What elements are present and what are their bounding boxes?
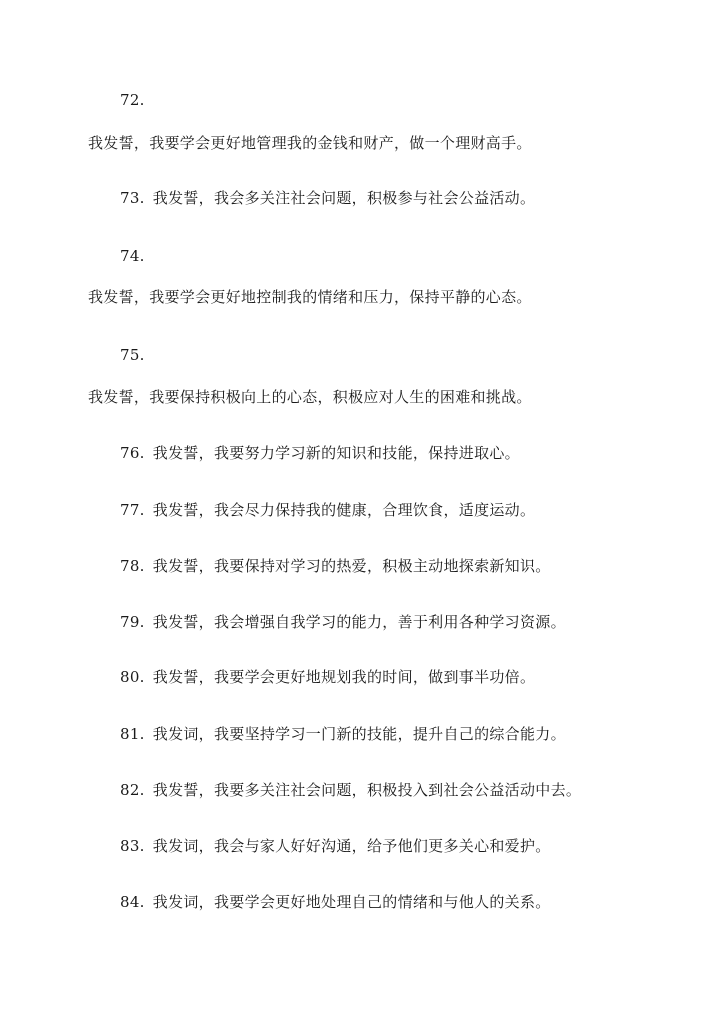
entry-number: 77. [120,501,145,519]
list-item [120,188,535,208]
entry-number: 76. [120,444,145,462]
entry-number: 73. [120,189,145,207]
entry-number: 74. [120,247,145,265]
list-item [120,724,566,744]
entry-number: 75. [120,346,145,364]
entry-text: 我发词，我要坚持学习一门新的技能，提升自己的综合能力。 [152,725,566,743]
entry-number: 81. [120,725,145,743]
entry-number: 82. [120,781,145,799]
entry-number: 72. [120,91,145,109]
list-item [120,612,566,632]
entry-text: 我发誓，我要学会更好地管理我的金钱和财产，做一个理财高手。 [88,134,532,152]
entry-number: 79. [120,613,145,631]
entry-text: 我发誓，我要保持对学习的热爱，积极主动地探索新知识。 [152,557,551,575]
entry-text: 我发誓，我要保持积极向上的心态，积极应对人生的困难和挑战。 [88,388,532,406]
list-item [120,836,551,856]
entry-number: 83. [120,837,145,855]
entry-number: 84. [120,893,145,911]
entry-text: 我发誓，我要学会更好地规划我的时间，做到事半功倍。 [152,668,536,686]
list-item [120,500,535,520]
entry-number: 80. [120,668,145,686]
list-item [120,556,551,576]
list-item [120,780,581,800]
entry-text: 我发词，我会与家人好好沟通，给予他们更多关心和爱护。 [152,837,551,855]
list-item [120,443,520,463]
entry-text: 我发誓，我要多关注社会问题，积极投入到社会公益活动中去。 [152,781,582,799]
entry-number: 78. [120,557,145,575]
entry-text: 我发誓，我要学会更好地控制我的情绪和压力，保持平静的心态。 [88,288,532,306]
list-item [120,667,535,687]
entry-text: 我发誓，我会多关注社会问题，积极参与社会公益活动。 [152,189,536,207]
entry-text: 我发誓，我会增强自我学习的能力，善于利用各种学习资源。 [152,613,566,631]
entry-text: 我发誓，我会尽力保持我的健康，合理饮食，适度运动。 [152,501,536,519]
list-item [120,892,551,912]
entry-text: 我发词，我要学会更好地处理自己的情绪和与他人的关系。 [152,893,551,911]
entry-text: 我发誓，我要努力学习新的知识和技能，保持进取心。 [152,444,520,462]
